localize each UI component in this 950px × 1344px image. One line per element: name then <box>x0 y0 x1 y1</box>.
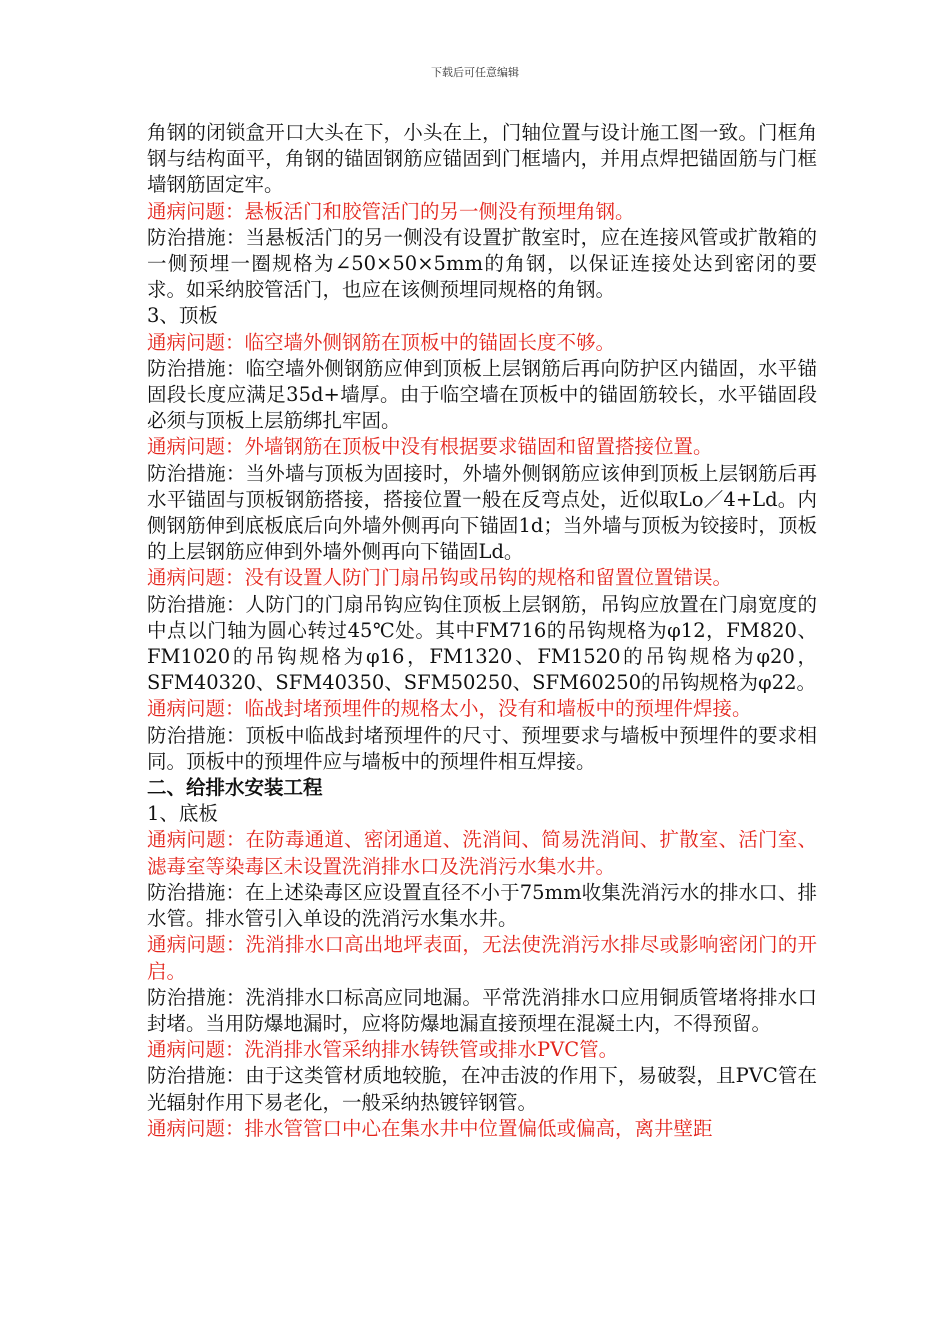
body-paragraph: 防治措施：当外墙与顶板为固接时，外墙外侧钢筋应该伸到顶板上层钢筋后再水平锚固与顶板钢筋搭接，搭接位置一般在反弯点处，近似取Lo／4+Ld。内侧钢筋伸到底板底后向外墙外侧再向下锚固1d；当外墙与顶板为铰接时，顶板的上层钢筋应伸到外墙外侧再向下锚固Ld。 <box>147 461 817 564</box>
document-body <box>147 120 817 1142</box>
problem-paragraph: 通病问题：临空墙外侧钢筋在顶板中的锚固长度不够。 <box>147 330 616 354</box>
body-paragraph: 防治措施：当悬板活门的另一侧没有设置扩散室时，应在连接风管或扩散箱的一侧预埋一圈规格为∠50×50×5mm的角钢，以保证连接处达到密闭的要求。如采纳胶管活门，也应在该侧预埋同规格的角钢。 <box>147 225 817 302</box>
problem-paragraph: 通病问题：没有设置人防门门扇吊钩或吊钩的规格和留置位置错误。 <box>147 566 733 590</box>
problem-paragraph: 通病问题：在防毒通道、密闭通道、洗消间、简易洗消间、扩散室、活门室、滤毒室等染毒区未设置洗消排水口及洗消污水集水井。 <box>147 828 817 878</box>
problem-paragraph: 通病问题：排水管管口中心在集水井中位置偏低或偏高，离井壁距 <box>147 1116 713 1140</box>
body-paragraph: 防治措施：顶板中临战封堵预埋件的尺寸、预埋要求与墙板中预埋件的要求相同。顶板中的预埋件应与墙板中的预埋件相互焊接。 <box>147 723 817 773</box>
problem-paragraph: 通病问题：外墙钢筋在顶板中没有根据要求锚固和留置搭接位置。 <box>147 435 713 459</box>
problem-paragraph: 通病问题：洗消排水口高出地坪表面，无法使洗消污水排尽或影响密闭门的开启。 <box>147 933 817 983</box>
body-paragraph: 角钢的闭锁盒开口大头在下，小头在上，门轴位置与设计施工图一致。门框角钢与结构面平，角钢的锚固钢筋应锚固到门框墙内，并用点焊把锚固筋与门框墙钢筋固定牢。 <box>147 121 817 197</box>
body-paragraph: 防治措施：临空墙外侧钢筋应伸到顶板上层钢筋后再向防护区内锚固，水平锚固段长度应满足35d+墙厚。由于临空墙在顶板中的锚固筋较长，水平锚固段必须与顶板上层筋绑扎牢固。 <box>147 356 817 433</box>
body-paragraph: 防治措施：人防门的门扇吊钩应钩住顶板上层钢筋，吊钩应放置在门扇宽度的中点以门轴为圆心转过45℃处。其中FM716的吊钩规格为φ12，FM820、FM1020的吊钩规格为φ16，FM1320、FM1520的吊钩规格为φ20，SFM40320、SFM40350、SFM50250、SFM60250的吊钩规格为φ22。 <box>147 592 817 695</box>
body-paragraph: 防治措施：由于这类管材质地较脆，在冲击波的作用下，易破裂，且PVC管在光辐射作用下易老化，一般采纳热镀锌钢管。 <box>147 1064 817 1114</box>
body-paragraph: 防治措施：在上述染毒区应设置直径不小于75mm收集洗消污水的排水口、排水管。排水管引入单设的洗消污水集水井。 <box>147 880 817 931</box>
body-paragraph: 3、顶板 <box>147 304 218 328</box>
problem-paragraph: 通病问题：临战封堵预埋件的规格太小，没有和墙板中的预埋件焊接。 <box>147 697 752 721</box>
body-paragraph: 防治措施：洗消排水口标高应同地漏。平常洗消排水口应用铜质管堵将排水口封堵。当用防爆地漏时，应将防爆地漏直接预埋在混凝土内，不得预留。 <box>147 985 817 1035</box>
section-heading: 二、给排水安装工程 <box>147 776 323 800</box>
problem-paragraph: 通病问题：悬板活门和胶管活门的另一侧没有预埋角钢。 <box>147 199 635 223</box>
page-header-note: 下载后可任意编辑 <box>431 66 519 79</box>
problem-paragraph: 通病问题：洗消排水管采纳排水铸铁管或排水PVC管。 <box>147 1038 619 1062</box>
body-paragraph: 1、底板 <box>147 802 218 826</box>
